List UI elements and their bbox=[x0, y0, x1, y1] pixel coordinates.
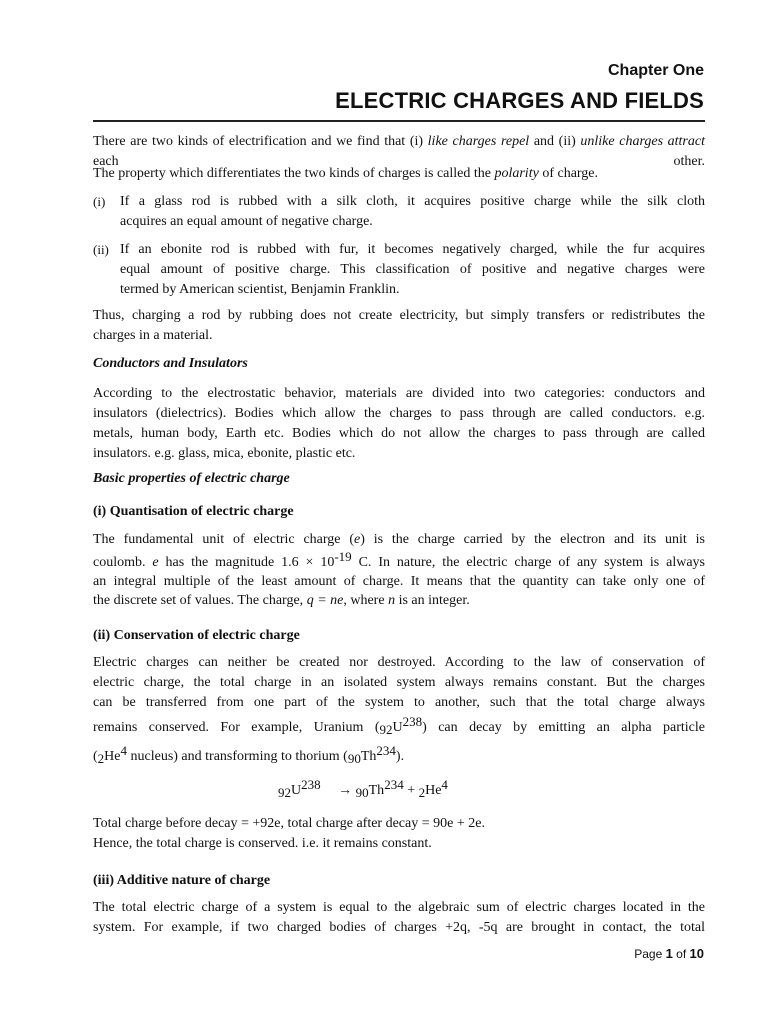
quantisation-line-4: the discrete set of values. The charge, q = ne, where n is an integer. bbox=[93, 593, 470, 608]
conservation-heading: (ii) Conservation of electric charge bbox=[93, 628, 300, 643]
intro-line-1: There are two kinds of electrification and we find that (i) like charges repel and (ii) unlike charges attract each other. bbox=[93, 134, 705, 169]
page-footer: Page 1 of 10 bbox=[634, 946, 704, 961]
quantisation-line-2: coulomb. e has the magnitude 1.6 × 10-19 C. In nature, the electric charge of any system is always bbox=[93, 549, 705, 570]
thus-line-2: charges in a material. bbox=[93, 328, 213, 343]
quantisation-line-1: The fundamental unit of electric charge (e) is the charge carried by the electron and its unit is bbox=[93, 532, 705, 547]
basic-properties-heading: Basic properties of electric charge bbox=[93, 471, 290, 486]
list-number: (ii) bbox=[93, 242, 109, 257]
conductors-heading: Conductors and Insulators bbox=[93, 356, 248, 371]
decay-equation: 92U238 → 90Th234 + 2He4 bbox=[278, 777, 448, 800]
like-charges-repel: like charges repel bbox=[427, 134, 530, 149]
unlike-charges-attract: unlike charges attract bbox=[580, 134, 705, 149]
list-item-1-line-1: If a glass rod is rubbed with a silk cloth, it acquires positive charge while the silk cloth bbox=[120, 194, 705, 209]
conductors-line-3: metals, human body, Earth etc. Bodies which do not allow the charges to pass through are called bbox=[93, 426, 705, 441]
list-item-2-line-2: equal amount of positive charge. This classification of positive and negative charges were bbox=[120, 262, 705, 277]
conductors-line-1: According to the electrostatic behavior, materials are divided into two categories: conductors and bbox=[93, 386, 705, 401]
additive-line-1: The total electric charge of a system is equal to the algebraic sum of electric charges located in the bbox=[93, 900, 705, 915]
chapter-title: ELECTRIC CHARGES AND FIELDS bbox=[335, 88, 704, 113]
list-item-2-line-1: If an ebonite rod is rubbed with fur, it becomes negatively charged, while the fur acquires bbox=[120, 242, 705, 257]
quantisation-heading: (i) Quantisation of electric charge bbox=[93, 504, 294, 519]
conductors-line-4: insulators. e.g. glass, mica, ebonite, plastic etc. bbox=[93, 446, 356, 461]
list-item-2-line-3: termed by American scientist, Benjamin Franklin. bbox=[120, 282, 400, 297]
chapter-label: Chapter One bbox=[607, 62, 704, 79]
conservation-line-3: can be transferred from one part of the system to another, such that the total charge always bbox=[93, 695, 705, 710]
polarity-term: polarity bbox=[494, 166, 539, 181]
list-number: (i) bbox=[93, 194, 106, 209]
conservation-line-5: (2He4 nucleus) and transforming to thorium (90Th234). bbox=[93, 743, 405, 766]
conservation-line-4: remains conserved. For example, Uranium (92U238) can decay by emitting an alpha particle bbox=[93, 714, 705, 737]
quantisation-line-3: an integral multiple of the least amount of charge. It means that the quantity can take only one of bbox=[93, 574, 705, 589]
conservation-line-1: Electric charges can neither be created nor destroyed. According to the law of conservation of bbox=[93, 655, 705, 670]
thus-line-1: Thus, charging a rod by rubbing does not create electricity, but simply transfers or redistributes the bbox=[93, 308, 705, 323]
arrow-icon: → bbox=[338, 783, 353, 798]
additive-line-2: system. For example, if two charged bodies of charges +2q, -5q are brought in contact, the total bbox=[93, 920, 705, 935]
intro-line-2: The property which differentiates the two kinds of charges is called the polarity of charge. bbox=[93, 166, 599, 181]
additive-heading: (iii) Additive nature of charge bbox=[93, 873, 271, 888]
conductors-line-2: insulators (dielectrics). Bodies which allow the charges to pass through are called conductors. e.g. bbox=[93, 406, 705, 421]
title-rule bbox=[93, 120, 705, 122]
list-item-1-line-2: acquires an equal amount of negative charge. bbox=[120, 214, 373, 229]
page-number: 1 bbox=[665, 946, 673, 961]
page-total: 10 bbox=[689, 946, 704, 961]
conservation-line-2: electric charge, the total charge in an isolated system always remains constant. But the charges bbox=[93, 675, 705, 690]
exponent: -19 bbox=[334, 549, 352, 564]
charge-conserved: Hence, the total charge is conserved. i.e. it remains constant. bbox=[93, 836, 432, 851]
charge-before-after: Total charge before decay = +92e, total charge after decay = 90e + 2e. bbox=[93, 816, 485, 831]
